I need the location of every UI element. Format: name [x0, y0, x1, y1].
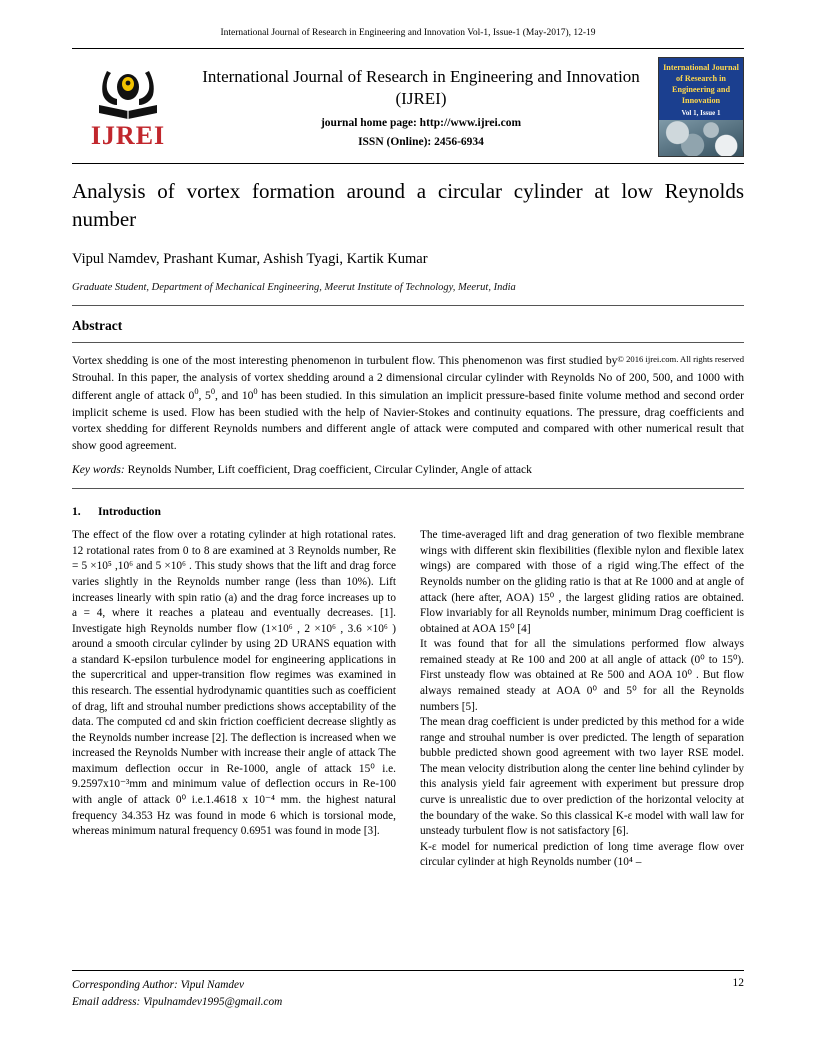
section-heading-introduction	[72, 505, 744, 518]
book-eagle-logo-icon	[93, 65, 163, 121]
keywords-label: Key words:	[72, 463, 125, 477]
corresponding-author: Corresponding Author: Vipul Namdev	[72, 979, 245, 992]
journal-masthead	[72, 57, 744, 157]
affiliation: Graduate Student, Department of Mechanical Engineering, Meerut Institute of Technology, Meerut, India	[72, 282, 516, 294]
page-number: 12	[732, 977, 744, 990]
cover-title: International Journal of Research in Engineering and Innovation	[659, 58, 743, 109]
paragraph: The effect of the flow over a rotating cylinder at high rotational rates. 12 rotational rates from 0 to 8 are examined at 3 Reynolds number, Re = 5 ×10⁵ ,10⁶ and 5 ×10⁶ . This study shows that the lift and drag force varies slightly in the Reynolds number range (less than 10%). Lift increases linearly with spin ratio (a) and the drag force increases up to a = 4, where it reaches a plateau and eventually decreases. [1]. Investigate high Reynolds number flow (1×10⁶ , 2 ×10⁶ , 3.6 ×10⁶ ) around a smooth circular cylinder by using 2D URANS equation with a standard K-epsilon turbulence model for engineering applications in the supercritical and upper-transition flow regimes was examined in this research. The essential hydrodynamic quantities such as coefficient of drag, lift and strouhal number predictions shows acceptability of the data. The computed cd and skin friction coefficient decrease slightly as the Reynolds number increase [2]. The deflection is increased when we increased the Reynolds Number with increase their angle of attack The maximum deflection occur in Re-1000, angle of attack 15⁰ i.e. 9.2597x10⁻³mm and minimum value of deflection occurs in Re-100 with angle of attack 0⁰ i.e.1.4618 x 10⁻⁴ mm. the highest natural frequency 34.353 Hz was found in mode 6 which is torsional mode, whereas minimum natural frequency 0.6951 was found in mode [3].	[72, 529, 396, 838]
abstract-part-4: has been studied. In this simulation an implicit pressure-based finite volume method and second order implicit scheme is used. Flow has been studied with the help of Navier-Stokes and continuity equations. The pressure, drag coefficients and vortex shedding for different Reynolds numbers and different angle of attack were computed and compared with other numerical result that show good agreement.	[72, 389, 744, 452]
journal-name: International Journal of Research in Engineering and Innovation (IJREI)	[202, 67, 640, 108]
section-title: Introduction	[98, 505, 161, 519]
abstract-bottom-divider	[72, 488, 744, 489]
abstract-sup-3: 0	[253, 387, 258, 397]
journal-homepage-link[interactable]: journal home page: http://www.ijrei.com	[320, 116, 522, 129]
abstract-heading: Abstract	[72, 318, 123, 334]
author-list: Vipul Namdev, Prashant Kumar, Ashish Tyagi, Kartik Kumar	[72, 251, 428, 268]
keywords-value: Reynolds Number, Lift coefficient, Drag coefficient, Circular Cylinder, Angle of attack	[124, 463, 532, 477]
section-number: 1.	[72, 505, 81, 519]
paragraph: It was found that for all the simulations performed flow always remained steady at Re 100 and 200 at all angle of attack (0⁰ to 15⁰). First unsteady flow was obtained at Re 500 and AOA 10⁰ . But flow always remained steady at AOA 0⁰ and 5⁰ for all the Reynolds numbers [5].	[420, 638, 744, 713]
abstract-divider	[72, 342, 744, 343]
journal-issn: ISSN (Online): 2456-6934	[358, 135, 484, 148]
abstract-top-divider	[72, 305, 744, 306]
paragraph: The mean drag coefficient is under predicted by this method for a wide range and strouhal number is over predicted. The length of separation bubble predicted shown good agreement with two layer RSE model. The mean velocity distribution along the center line behind cylinder by this analysis yield fair agreement with experiment but pressure drop curve is unrealistic due to over prediction of the horizontal velocity at the boundary of the wake. So this classical K-ε model with wall law for unsteady turbulent flow is not satisfactory [6].	[420, 716, 744, 838]
header-divider	[72, 48, 744, 49]
abstract-part-2: , 5	[198, 389, 211, 403]
running-head: International Journal of Research in Engineering and Innovation Vol-1, Issue-1 (May-2017), 12-19	[220, 28, 596, 38]
journal-cover-thumbnail	[658, 57, 744, 157]
masthead-center	[184, 57, 658, 157]
body-columns	[72, 528, 744, 871]
abstract-part-1: Vortex shedding is one of the most interesting phenomenon in turbulent flow. This phenomenon was first studied by Strouhal. In this paper, the analysis of vortex shedding around a 2 dimensional circular cylinder with Reynolds No of 200, 500, and 1000 with different angle of attack 0	[72, 354, 744, 403]
title-block	[72, 178, 744, 293]
corresponding-author-block	[72, 977, 282, 1010]
abstract-sup-1: 0	[194, 387, 199, 397]
abstract-part-3: , and 10	[214, 389, 254, 403]
cover-volume: Vol 1, Issue 1	[659, 109, 743, 120]
journal-logo	[72, 57, 184, 157]
copyright-note: © 2016 ijrei.com. All rights reserved	[617, 354, 744, 365]
keywords	[72, 462, 744, 478]
logo-wordmark: IJREI	[90, 121, 166, 150]
page-title: Analysis of vortex formation around a circular cylinder at low Reynolds number	[72, 179, 744, 231]
abstract-sup-2: 0	[210, 387, 215, 397]
page-footer	[72, 970, 744, 1010]
cover-artwork	[659, 120, 743, 156]
column-right	[420, 528, 744, 871]
corresponding-email[interactable]: Email address: Vipulnamdev1995@gmail.com	[72, 995, 283, 1008]
page-content	[72, 28, 744, 871]
abstract-text	[72, 353, 744, 454]
paragraph: K-ε model for numerical prediction of long time average flow over circular cylinder at high Reynolds number (10⁴ –	[420, 840, 744, 869]
paragraph: The time-averaged lift and drag generation of two flexible membrane wings with different skin flexibilities (flexible nylon and flexible latex wings) are compared with those of a rigid wing.The effect of the Reynolds number on the gliding ratio is that at Re 1000 and at angle of attack (here after, AOA) 15⁰ , the largest gliding ratios are obtained. Flow invariably for all Reynolds number, minimum Drag coefficient is obtained at AOA 15⁰ [4]	[420, 529, 744, 635]
column-left	[72, 528, 396, 871]
footer-divider	[72, 970, 744, 971]
masthead-divider	[72, 163, 744, 164]
